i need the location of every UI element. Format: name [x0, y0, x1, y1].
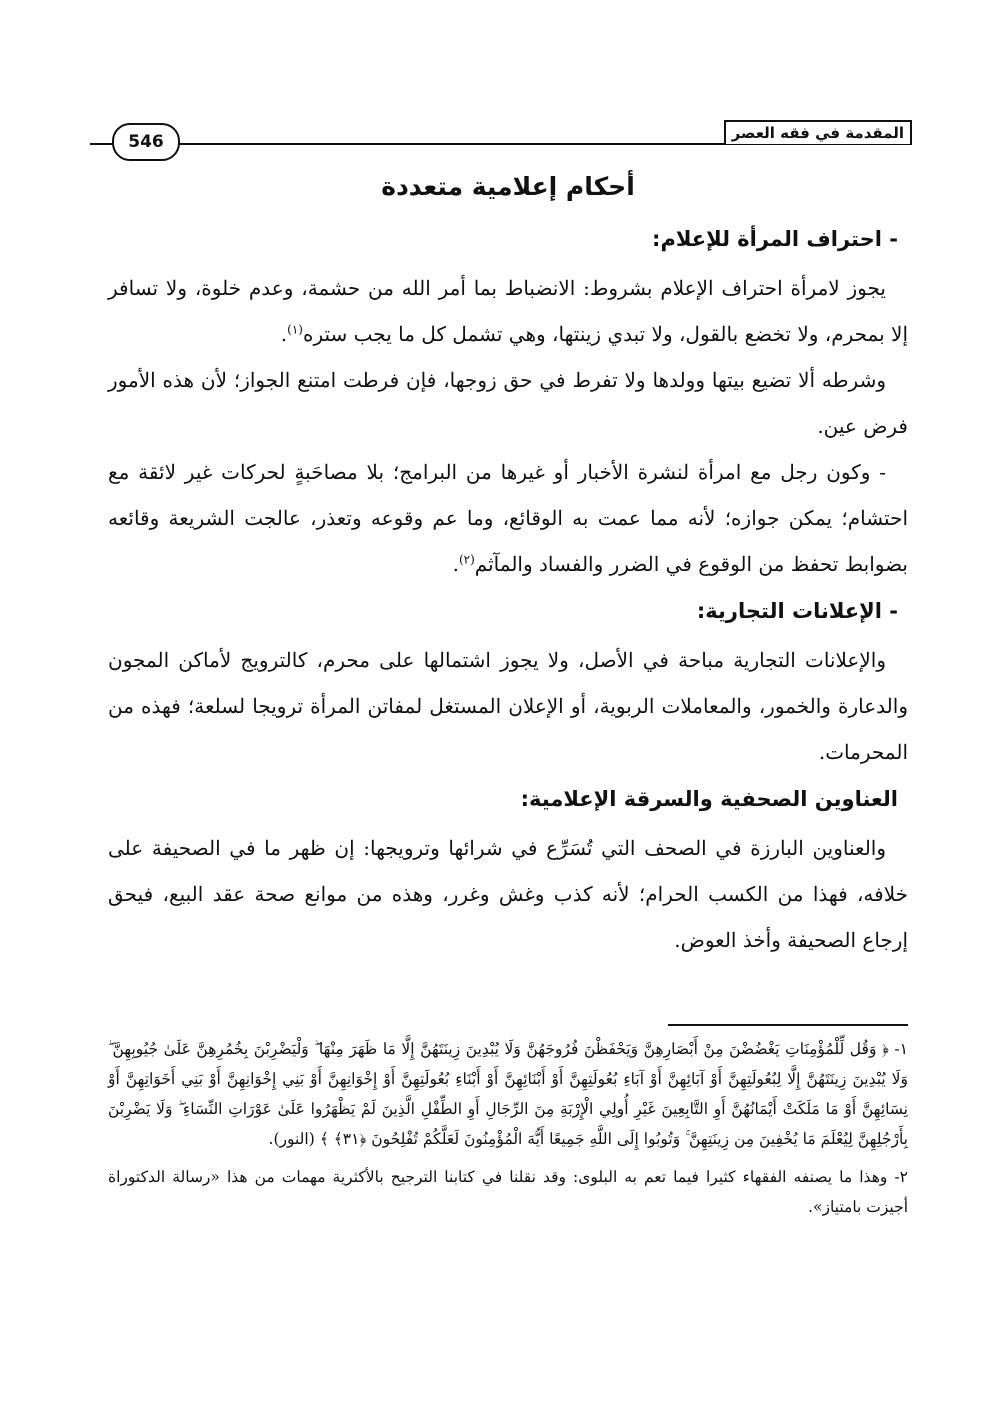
footnote-number: ٢-	[894, 1168, 908, 1186]
footnote-verse: ﴿ وَقُل لِّلْمُؤْمِنَاتِ يَغْضُضْنَ مِنْ أَبْصَارِهِنَّ وَيَحْفَظْنَ فُرُوجَهُنَّ وَلَا يُبْدِينَ زِينَتَهُنَّ إِلَّا مَا ظَهَرَ مِنْهَا ۖ وَلْيَضْرِبْنَ بِخُمُرِهِنَّ عَلَىٰ جُيُوبِهِنَّ ۖ وَلَا يُبْدِينَ زِينَتَهُنَّ إِلَّا لِبُعُولَتِهِنَّ أَوْ آبَائِهِنَّ أَوْ آبَاءِ بُعُولَتِهِنَّ أَوْ أَبْنَائِهِنَّ أَوْ أَبْنَاءِ بُعُولَتِهِنَّ أَوْ إِخْوَانِهِنَّ أَوْ بَنِي إِخْوَانِهِنَّ أَوْ بَنِي أَخَوَاتِهِنَّ أَوْ نِسَائِهِنَّ أَوْ مَا مَلَكَتْ أَيْمَانُهُنَّ أَوِ التَّابِعِينَ غَيْرِ أُولِي الْإِرْبَةِ مِنَ الرِّجَالِ أَوِ الطِّفْلِ الَّذِينَ لَمْ يَظْهَرُوا عَلَىٰ عَوْرَاتِ النِّسَاءِ ۖ وَلَا يَضْرِبْنَ بِأَرْجُلِهِنَّ لِيُعْلَمَ مَا يُخْفِينَ مِن زِينَتِهِنَّ ۚ وَتُوبُوا إِلَى اللَّهِ جَمِيعًا أَيُّهَ الْمُؤْمِنُونَ لَعَلَّكُمْ تُفْلِحُونَ ﴿٣١﴾ ﴾	[108, 1040, 908, 1148]
paragraph	[108, 449, 908, 587]
footnote	[108, 1034, 908, 1154]
footnote-ref[interactable]: (٢)	[458, 552, 475, 567]
paragraph: والإعلانات التجارية مباحة في الأصل، ولا يجوز اشتمالها على محرم، كالترويج لأماكن المجون والدعارة والخمور، والمعاملات الربوية، أو الإعلان المستغل لمفاتن المرأة ترويجا لسلعة؛ فهذه من المحرمات.	[108, 648, 908, 764]
section-heading: - الإعلانات التجارية:	[696, 599, 898, 623]
footnotes	[108, 1024, 908, 1230]
footnote-number: ١-	[894, 1040, 908, 1058]
paragraph: وشرطه ألا تضيع بيتها وولدها ولا تفرط في حق زوجها، فإن فرطت امتنع الجواز؛ لأن هذه الأمور فرض عين.	[108, 368, 908, 438]
footnote-text: وهذا ما يصنفه الفقهاء كثيرا فيما تعم به البلوى: وقد نقلنا في كتابنا الترجيح بالأكثرية مهمات من هذا «رسالة الدكتوراة أجيزت بامتياز».	[108, 1168, 908, 1216]
footnote-ref[interactable]: (١)	[287, 322, 303, 337]
paragraph-text: - وكون رجل مع امرأة لنشرة الأخبار أو غيرها من البرامج؛ بلا مصاحَبةٍ لحركات غير لائقة مع احتشام؛ يمكن جوازه؛ لأنه مما عمت به الوقائع، وما عم وقوعه وتعذر، عالجت الشريعة وقائعه بضوابط تحفظ من الوقوع في الضرر والفساد والمآثم	[108, 460, 908, 576]
footnote	[108, 1162, 908, 1222]
paragraph-end: .	[280, 322, 288, 346]
section-media-work	[108, 217, 908, 587]
footnote-rule	[668, 1024, 908, 1026]
running-header	[90, 120, 912, 150]
section-heading: - احتراف المرأة للإعلام:	[652, 227, 898, 251]
paragraph	[108, 265, 908, 357]
footnote-source: (النور).	[268, 1130, 315, 1148]
section-commercial-ads	[108, 589, 908, 775]
paragraph: والعناوين البارزة في الصحف التي تُسَرِّع في شرائها وترويجها: إن ظهر ما في الصحيفة على خلافه، فهذا من الكسب الحرام؛ لأنه كذب وغش وغرر، وهذه من موانع صحة عقد البيع، فيحق إرجاع الصحيفة وأخذ العوض.	[108, 836, 908, 952]
paragraph-end: .	[452, 552, 459, 576]
page-number: 546	[112, 123, 180, 161]
section-press-headlines	[108, 777, 908, 963]
section-heading: العناوين الصحفية والسرقة الإعلامية:	[520, 787, 898, 811]
book-title: المقدمة في فقه العصر	[724, 120, 912, 144]
paragraph-text: يجوز لامرأة احتراف الإعلام بشروط: الانضباط بما أمر الله من حشمة، وعدم خلوة، ولا تسافر إلا بمحرم، ولا تخضع بالقول، ولا تبدي زينتها، وهي تشمل كل ما يجب ستره	[108, 276, 908, 346]
page-body	[108, 168, 908, 963]
page-title: أحكام إعلامية متعددة	[381, 172, 635, 201]
